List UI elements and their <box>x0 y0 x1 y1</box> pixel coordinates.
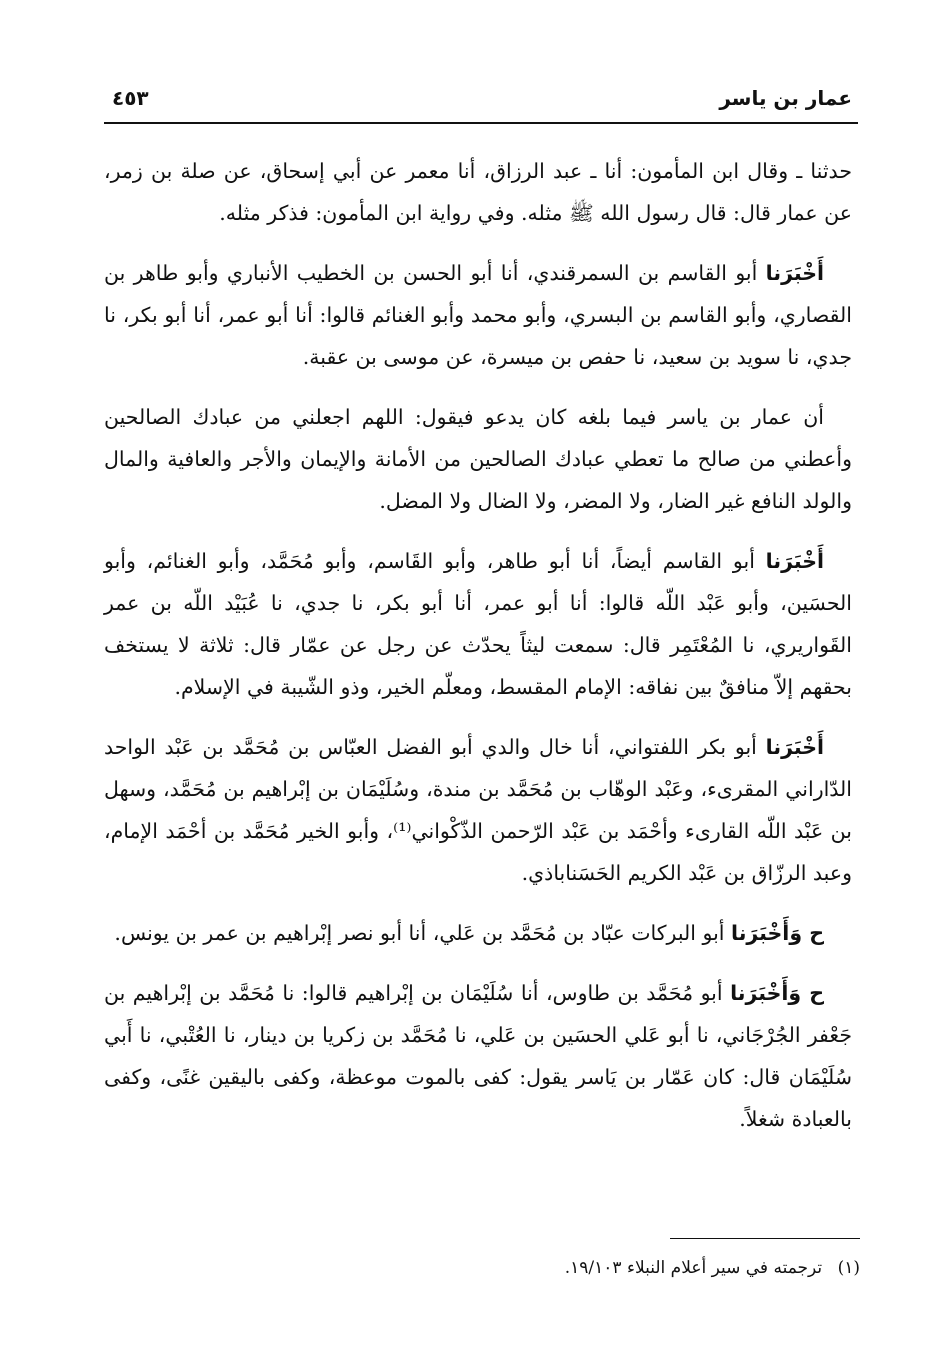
paragraph-4 <box>104 540 852 708</box>
paragraph-7 <box>104 972 852 1140</box>
paragraph-lead: ح وَأَخْبَرَنا <box>730 981 824 1005</box>
footnote-text: ترجمته في سير أعلام النبلاء ١٩/١٠٣. <box>564 1258 823 1278</box>
paragraph-lead: ح وَأَخْبَرَنا <box>731 921 824 945</box>
paragraph-text: أبو البركات عبّاد بن مُحَمَّد بن عَلي، أنا أبو نصر إبْراهيم بن عمر بن يونس. <box>114 921 732 945</box>
paragraph-lead: أَخْبَرَنا <box>765 261 824 285</box>
paragraph-1 <box>104 150 852 234</box>
paragraph-text: أبو القاسم بن السمرقندي، أنا أبو الحسن بن الخطيب الأنباري وأبو طاهر بن القصاري، وأبو القاسم بن البسري، وأبو محمد وأبو الغنائم قالوا: أنا أبو عمر، أنا أبو بكر، نا جدي، نا سويد بن سعيد، نا حفص بن ميسرة، عن موسى بن عقبة. <box>104 261 852 369</box>
footnote-rule <box>670 1238 860 1239</box>
chapter-title: عمار بن ياسر <box>719 86 852 110</box>
paragraph-text: أن عمار بن ياسر فيما بلغه كان يدعو فيقول: اللهم اجعلني من عبادك الصالحين وأعطني من صالح ما تعطي عبادك الصالحين من الأمانة والإيمان والأجر والعافية والمال والولد النافع غير الضار، ولا المضر، ولا الضال ولا المضل. <box>104 405 852 513</box>
paragraph-lead: أَخْبَرَنا <box>765 549 824 573</box>
paragraph-text: أبو بكر اللفتواني، أنا خال والدي أبو الفضل العبّاس بن مُحَمَّد بن عَبْد الواحد الدّاراني المقرىء، وعَبْد الوهّاب بن مُحَمَّد بن مندة، وسُلَيْمَان بن إبْراهيم بن مُحَمَّد، وسهل بن عَبْد اللّه القارىء وأحْمَد بن عَبْد الرّحمن الذّكْواني⁽¹⁾، وأبو الخير مُحَمَّد بن أحْمَد الإمام، وعبد الرزّاق بن عَبْد الكريم الحَسَناباذي. <box>104 735 852 885</box>
paragraph-3 <box>104 396 852 522</box>
page-number: ٤٥٣ <box>112 86 149 110</box>
footnote-mark: (١) <box>837 1258 860 1278</box>
paragraph-lead: أَخْبَرَنا <box>765 735 824 759</box>
page-body <box>104 150 852 1158</box>
header-rule <box>104 122 858 124</box>
running-header <box>112 82 852 116</box>
paragraph-text: أبو القاسم أيضاً، أنا أبو طاهر، وأبو القَاسم، وأبو مُحَمَّد، وأبو الغنائم، وأبو الحسَين، وأبو عَبْد اللّه قالوا: أنا أبو عمر، أنا أبو بكر، نا جدي، نا عُبَيْد اللّه بن عمر القَواريري، نا المُعْتَمِر قال: سمعت ليثاً يحدّث عن رجل عن عمّار قال: ثلاثة لا يستخف بحقهم إلاّ منافقٌ بين نفاقه: الإمام المقسط، ومعلّم الخير، وذو الشّيبة في الإسلام. <box>104 549 852 699</box>
paragraph-6 <box>104 912 852 954</box>
paragraph-text: أبو مُحَمَّد بن طاوس، أنا سُلَيْمَان بن إبْراهيم قالوا: نا مُحَمَّد بن إبْراهيم بن جَعْفر الجُرْجَاني، نا أبو عَلي الحسَين بن عَلي، نا مُحَمَّد بن زكريا بن دينار، نا العُتْبي، نا أَبي سُلَيْمَان قال: كان عَمّار بن يَاسر يقول: كفى بالموت موعظة، وكفى باليقين غنًى، وكفى بالعبادة شغلاً. <box>104 981 852 1131</box>
footnote <box>300 1254 860 1282</box>
paragraph-2 <box>104 252 852 378</box>
paragraph-text: حدثنا ـ وقال ابن المأمون: أنا ـ عبد الرزاق، أنا معمر عن أبي إسحاق، عن صلة بن زمر، عن عمار قال: قال رسول الله ﷺ مثله. وفي رواية ابن المأمون: فذكر مثله. <box>104 159 852 225</box>
paragraph-5 <box>104 726 852 894</box>
